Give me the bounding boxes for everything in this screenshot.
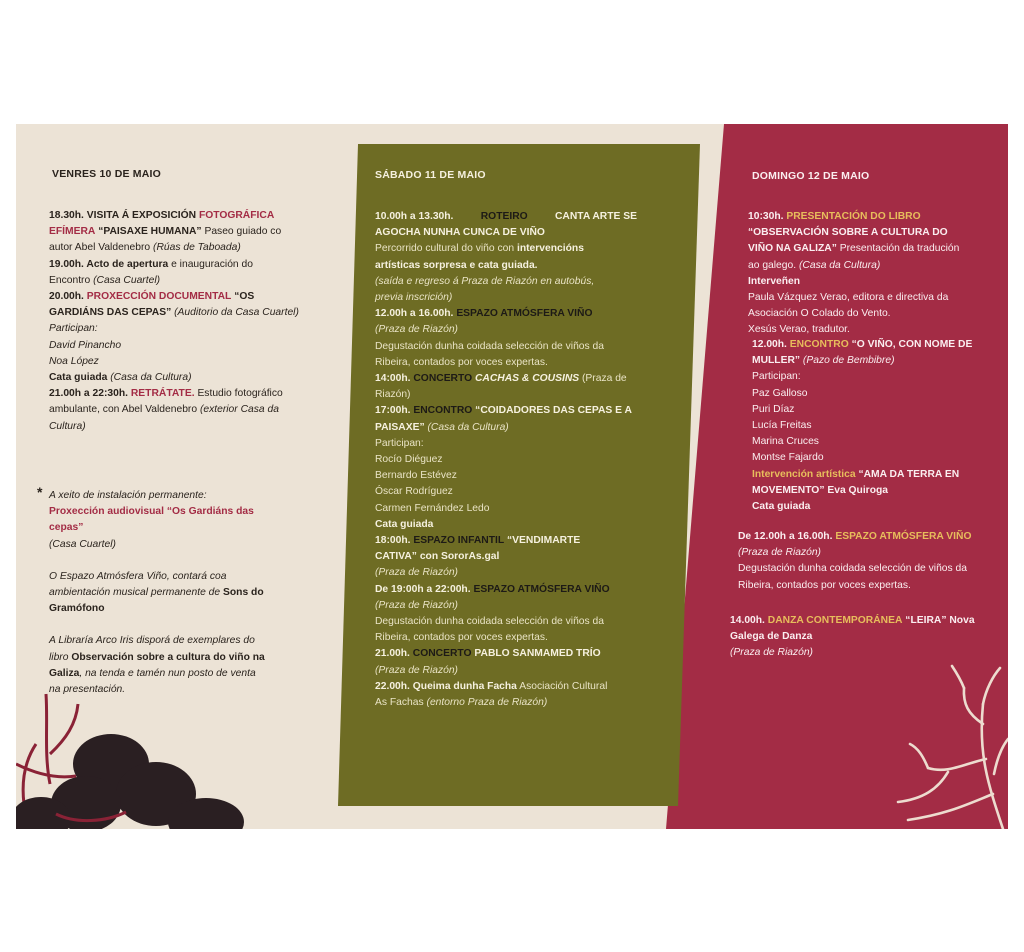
event-time: 17:00h.	[375, 405, 411, 417]
event-place: (Praza de Riazón)	[375, 599, 458, 611]
event-line	[752, 337, 1002, 353]
event-description: Degustación dunha coidada selección de viños da	[738, 563, 967, 575]
event-highlight: EFÍMERA	[49, 226, 96, 238]
note-highlight: Proxección audiovisual “Os Gardiáns das	[49, 506, 254, 518]
event-line	[375, 306, 637, 322]
event-time: 19.00h. Acto de apertura	[49, 258, 169, 270]
event-place: (Pazo de Bembibre)	[802, 355, 895, 367]
event-name: “LEIRA”	[905, 615, 947, 626]
event-place: (Praza de Riazón)	[375, 324, 458, 336]
participant: Rocío Diéguez	[375, 454, 443, 466]
event-place: (Casa da Cultura)	[427, 421, 509, 433]
event-description: Asociación Cultural	[519, 680, 608, 692]
note-place: (Casa Cuartel)	[49, 538, 116, 550]
asterisk-mark: *	[37, 484, 43, 500]
event-description: Presentación da tradución	[839, 243, 960, 255]
event-time: 10:30h.	[748, 211, 784, 222]
event-time: 14:00h.	[375, 373, 411, 385]
event-place: (Casa da Cultura)	[110, 372, 192, 384]
event-time: 20.00h.	[49, 291, 84, 303]
note-highlight: cepas”	[49, 522, 84, 534]
sunday-event-encounter	[752, 337, 1002, 515]
vine-branches-illustration	[868, 664, 1008, 829]
speaker: Asociación O Colado do Vento.	[748, 308, 891, 320]
event-line	[748, 209, 998, 225]
sunday-event-book	[748, 209, 998, 339]
event-line	[748, 241, 998, 257]
event-time: 18.30h.	[49, 210, 84, 221]
event-description: Degustación dunha coidada selección de viños da	[375, 340, 604, 352]
event-time: De 19:00h a 22:00h.	[375, 583, 471, 595]
event-name: MULLER”	[752, 355, 801, 367]
event-name: PAISAXE”	[375, 421, 425, 433]
event-time: 21.00h a 22:30h.	[49, 388, 128, 400]
event-name: Nova	[949, 615, 975, 626]
friday-events	[49, 208, 311, 435]
event-line	[375, 695, 637, 711]
saturday-title: SÁBADO 11 DE MAIO	[375, 169, 486, 181]
event-name: “OBSERVACIÓN SOBRE A CULTURA DO	[748, 227, 948, 239]
note-text: O Espazo Atmósfera Viño, contará coa	[49, 570, 227, 582]
note-text: ambientación musical permanente de	[49, 587, 221, 599]
speaker: Paula Vázquez Verao, editora e directiva da	[748, 292, 949, 304]
note-text: na presentación.	[49, 684, 126, 696]
event-time: 12.00h.	[752, 339, 787, 350]
participant: Bernardo Estévez	[375, 470, 457, 482]
note-text: libro	[49, 651, 69, 663]
event-description: Ribeira, contados por voces expertas.	[375, 356, 548, 368]
note-line	[49, 666, 311, 682]
event-line	[375, 533, 637, 549]
event-name: “OS	[234, 291, 255, 303]
event-name: AGOCHA NUNHA CUNCA DE VIÑO	[375, 227, 545, 239]
event-highlight: ENCONTRO	[789, 339, 849, 350]
event-description: Ribeira, contados por voces expertas.	[375, 632, 548, 644]
event-name: “AMA DA TERRA EN	[858, 468, 960, 480]
event-time: 10.00h a 13.30h.	[375, 211, 454, 222]
participant: Noa López	[49, 355, 99, 367]
note-text: A xeito de instalación permanente:	[49, 490, 207, 501]
event-place: (Casa Cuartel)	[93, 274, 161, 286]
event-time: 18:00h.	[375, 535, 411, 547]
event-highlight: Intervención artística	[752, 468, 856, 480]
event-type: VISITA Á EXPOSICIÓN	[86, 210, 197, 221]
event-name: GARDIÁNS DAS CEPAS”	[49, 307, 172, 319]
event-name: MOVEMENTO”	[752, 484, 825, 496]
event-line	[49, 257, 311, 273]
saturday-events	[375, 209, 637, 711]
event-bold: artísticas sorpresa e cata guiada.	[375, 259, 538, 271]
event-line	[49, 386, 311, 402]
event-description: As Fachas	[375, 697, 424, 709]
event-name: CACHAS & COUSINS	[475, 373, 580, 385]
participant: Carmen Fernández Ledo	[375, 502, 490, 514]
event-place: Cultura)	[49, 420, 86, 432]
event-line	[49, 370, 311, 386]
event-title: Cata guiada	[375, 518, 434, 530]
event-highlight: FOTOGRÁFICA	[198, 210, 275, 221]
event-description: Paseo guiado co	[204, 226, 282, 238]
event-highlight: ESPAZO ATMÓSFERA VIÑO	[456, 308, 593, 320]
event-name: PABLO SANMAMED TRÍO	[474, 648, 601, 660]
event-line	[49, 224, 311, 240]
event-name: VIÑO NA GALIZA”	[748, 243, 837, 255]
event-name: “COIDADORES DAS CEPAS E A	[475, 405, 632, 417]
event-highlight: ESPAZO ATMÓSFERA VIÑO	[473, 583, 610, 595]
event-line	[375, 371, 637, 387]
event-place: (Praza de	[582, 373, 627, 385]
sunday-event-dance	[730, 613, 998, 662]
event-line	[738, 529, 1000, 545]
event-place: (exterior Casa da	[199, 404, 279, 416]
event-line	[49, 402, 311, 418]
event-title: Cata guiada	[49, 372, 108, 384]
event-time: 12.00h a 16.00h.	[375, 308, 454, 320]
event-highlight: ROTEIRO	[480, 211, 528, 222]
event-line	[730, 613, 998, 629]
event-highlight: ESPAZO ATMÓSFERA VIÑO	[835, 531, 972, 542]
note-text: A Libraría Arco Iris disporá de exemplares do	[49, 635, 255, 647]
event-description: Degustación dunha coidada selección de viños da	[375, 616, 604, 628]
event-line	[49, 289, 311, 305]
event-place: Riazón)	[375, 389, 411, 401]
event-line	[375, 209, 637, 225]
event-highlight: CONCERTO	[412, 648, 472, 660]
event-time: 22.00h. Queima dunha Facha	[375, 680, 517, 692]
event-description: Encontro	[49, 274, 91, 286]
event-place: (Praza de Riazón)	[375, 567, 458, 579]
program-brochure	[16, 124, 1008, 829]
event-line	[375, 549, 637, 565]
participant: Puri Díaz	[752, 403, 795, 415]
participant: David Pinancho	[49, 339, 122, 351]
participants-label: Participan:	[375, 437, 424, 449]
note-line	[49, 585, 311, 601]
event-time: De 12.00h a 16.00h.	[738, 531, 833, 542]
event-place: (Auditorio da Casa Cuartel)	[174, 307, 299, 319]
participant: Paz Galloso	[752, 387, 808, 399]
event-line	[49, 240, 311, 256]
note-text: , na tenda e tamén nun posto de venta	[79, 667, 256, 679]
event-place: (Praza de Riazón)	[730, 647, 813, 659]
grapevine-illustration	[16, 684, 246, 829]
event-place: (Casa da Cultura)	[798, 259, 881, 271]
event-name: CATIVA”	[375, 551, 417, 563]
participant: Montse Fajardo	[752, 452, 824, 464]
event-note: previa inscrición)	[375, 292, 453, 304]
event-line	[375, 403, 637, 419]
event-description: e inauguración do	[171, 258, 253, 270]
event-line	[748, 258, 998, 274]
event-highlight: ENCONTRO	[413, 405, 473, 417]
event-line	[49, 273, 311, 289]
participants-label: Participan:	[752, 371, 801, 383]
event-highlight: PRESENTACIÓN DO LIBRO	[786, 211, 921, 222]
event-bold: intervencións	[516, 243, 584, 255]
event-line	[49, 305, 311, 321]
event-line	[752, 353, 1002, 369]
event-name: “VENDIMARTE	[507, 535, 581, 547]
event-highlight: DANZA CONTEMPORÁNEA	[767, 615, 903, 626]
friday-title: VENRES 10 DE MAIO	[52, 168, 162, 180]
event-with: con SororAs.gal	[419, 551, 500, 563]
event-note: (saída e regreso á Praza de Riazón en autobús,	[375, 275, 595, 287]
sunday-event-atmosphere	[738, 529, 1000, 594]
participant: Marina Cruces	[752, 436, 819, 448]
event-description: ambulante, con Abel Valdenebro	[49, 404, 198, 416]
participant: Lucía Freitas	[752, 420, 812, 432]
event-highlight: CONCERTO	[413, 373, 473, 385]
event-description: Ribeira, contados por voces expertas.	[738, 579, 911, 591]
event-line	[375, 241, 637, 257]
event-line	[49, 208, 311, 224]
note-bold: Galiza	[49, 667, 80, 679]
friday-notes	[49, 488, 311, 698]
event-place: (Praza de Riazón)	[738, 547, 821, 559]
event-line	[375, 420, 637, 436]
event-line	[375, 646, 637, 662]
event-name: “O VIÑO, CON NOME DE	[851, 339, 973, 350]
speakers-label: Interveñen	[748, 275, 801, 287]
event-line	[375, 582, 637, 598]
event-name: Galega de Danza	[730, 631, 813, 643]
event-place: (Praza de Riazón)	[375, 664, 458, 676]
note-bold: Observación sobre a cultura do viño na	[71, 651, 265, 663]
event-title: Cata guiada	[752, 501, 811, 513]
note-line	[49, 650, 311, 666]
speaker: Xesús Verao, tradutor.	[748, 324, 850, 336]
event-time: 21.00h.	[375, 648, 410, 660]
event-place: (Rúas de Taboada)	[153, 242, 241, 254]
event-description: Percorrido cultural do viño con	[375, 243, 515, 255]
event-line	[752, 467, 1002, 483]
event-description: autor Abel Valdenebro	[49, 242, 151, 254]
event-line	[752, 483, 1002, 499]
note-bold: Sons do	[223, 587, 264, 599]
event-description: ao galego.	[748, 259, 797, 271]
event-highlight: ESPAZO INFANTIL	[413, 535, 505, 547]
event-name: “PAISAXE HUMANA”	[98, 226, 202, 238]
event-time: 14.00h.	[730, 615, 765, 626]
note-bold: Gramófono	[49, 603, 105, 615]
sunday-title: DOMINGO 12 DE MAIO	[752, 170, 870, 182]
event-line	[375, 679, 637, 695]
event-highlight: RETRÁTATE.	[130, 388, 195, 400]
event-with: Eva Quiroga	[827, 484, 888, 496]
event-highlight: PROXECCIÓN DOCUMENTAL	[86, 291, 232, 303]
event-name: CANTA ARTE SE	[554, 211, 637, 222]
event-description: Estudio fotográfico	[197, 388, 283, 400]
event-place: (entorno Praza de Riazón)	[426, 697, 548, 709]
participants-label: Participan:	[49, 323, 98, 335]
participant: Óscar Rodríguez	[375, 486, 453, 498]
